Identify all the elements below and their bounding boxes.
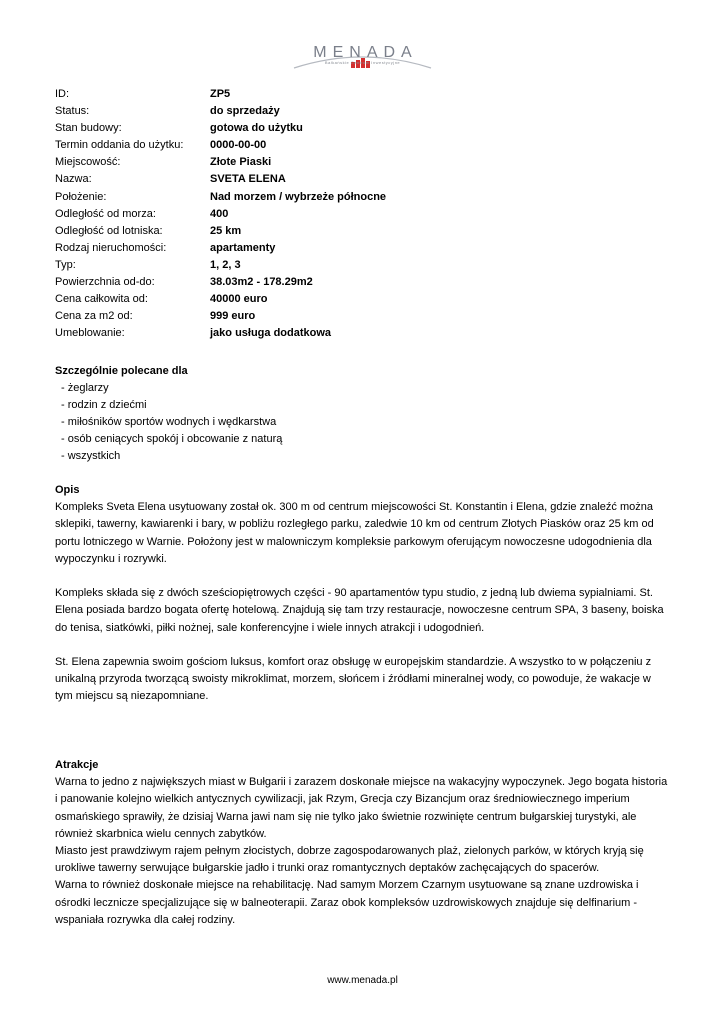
info-label: Cena całkowita od: <box>55 293 148 306</box>
info-label: Miejscowość: <box>55 156 121 169</box>
info-row <box>55 274 386 291</box>
info-row <box>55 206 386 223</box>
footer-url[interactable]: www.menada.pl <box>327 975 398 986</box>
description-paragraph: Kompleks składa się z dwóch sześciopiętrowych części - 90 apartamentów typu studio, z jedną lub dwiema sypialniami. St. Elena posiada bardzo bogata ofertę hotelową. Znajdują się tam trzy restauracje, nowoczesne centrum SPA, 3 baseny, boiska do tenisa, siatkówki, piłki nożnej, sale konferencyjne i wiele innych atrakcji i udogodnień. <box>55 587 664 634</box>
recommended-list <box>55 380 282 465</box>
info-label: ID: <box>55 88 70 100</box>
info-row <box>55 240 386 257</box>
info-value: 999 euro <box>210 310 256 323</box>
info-label: Status: <box>55 105 90 118</box>
info-value: Złote Piaski <box>210 156 272 169</box>
info-row <box>55 171 386 188</box>
description-paragraph: St. Elena zapewnia swoim gościom luksus, komfort oraz obsługę w europejskim standardzie. A wszystko to w połączeniu z unikalną przyroda tworzącą swoisty mikroklimat, morzem, słońcem i źródłami mineralnej wody, co powoduje, że wakacje w tym miejscu są niezapomniane. <box>55 656 652 703</box>
attractions-paragraph: Warna to jedno z największych miast w Bułgarii i zarazem doskonałe miejsce na wakacyjny wypoczynek. Jego bogata historia i panowanie kolejno wielkich antycznych cywilizacji, jak Rzym, Grecja czy Bizancjum oraz średniowiecznego imperium osmańskiego sprawiły, że dzisiaj Warna jawi nam się nie tylko jako świetnie rozwinięte centrum bułgarskiej turystyki, ale również skarbnica wielu cennych zabytków. <box>55 776 668 840</box>
recommended-item: - miłośników sportów wodnych i wędkarstwa <box>61 416 277 428</box>
recommended-section <box>55 363 282 465</box>
info-row <box>55 137 386 154</box>
attractions-paragraph: Miasto jest prawdziwym rajem pełnym złocistych, dobrze zagospodarowanych plaż, zielonych parków, w których kryją się urokliwe tawerny serwujące bułgarskie jadło i trunki oraz romantycznych deptaków zachęcających do spacerów. <box>55 845 644 875</box>
description-paragraph: Kompleks Sveta Elena usytuowany został ok. 300 m od centrum miejscowości St. Konstantin i Elena, gdzie znaleźć można sklepiki, tawerny, kawiarenki i bary, w pobliżu rozległego parku, zaledwie 10 km od centrum Złotych Piasków oraz 25 km od portu lotniczego w Warnie. Położony jest w malowniczym kompleksie parkowym oferującym nowoczesne udogodnienia dla wypoczynku i rozrywki. <box>55 501 654 565</box>
info-value: ZP5 <box>210 88 231 100</box>
info-row <box>55 223 386 240</box>
recommended-item: - żeglarzy <box>61 382 109 394</box>
logo-name: MENADA <box>313 44 418 61</box>
info-row <box>55 189 386 206</box>
recommended-item: - wszystkich <box>61 450 121 462</box>
info-value: 25 km <box>210 224 242 237</box>
recommended-item: - rodzin z dziećmi <box>61 399 147 411</box>
description-section <box>55 482 670 706</box>
info-label: Rodzaj nieruchomości: <box>55 241 167 254</box>
info-value: Nad morzem / wybrzeże północne <box>210 190 387 203</box>
info-label: Nazwa: <box>55 173 92 186</box>
info-row <box>55 257 386 274</box>
info-label: Stan budowy: <box>55 122 122 135</box>
recommended-item: - osób ceniących spokój i obcowanie z naturą <box>61 433 283 445</box>
info-row <box>55 291 386 308</box>
logo-subtitle: Bałkańskie Centrum Inwestycyjne <box>324 60 401 65</box>
info-value: 1, 2, 3 <box>210 258 241 271</box>
attractions-section <box>55 757 670 929</box>
info-row <box>55 103 386 120</box>
info-value: 38.03m2 - 178.29m2 <box>210 276 313 289</box>
info-label: Termin oddania do użytku: <box>55 139 184 152</box>
info-label: Typ: <box>55 258 76 271</box>
property-info-table <box>55 86 386 342</box>
info-label: Odległość od lotniska: <box>55 224 163 237</box>
attractions-paragraph: Warna to również doskonałe miejsce na rehabilitację. Nad samym Morzem Czarnym usytuowane są znane uzdrowiska i ośrodki lecznicze specjalizujące się w balneoterapii. Zaraz obok kompleksów uzdrowiskowych znajduje się delfinarium - wspaniała rozrywka dla całej rodziny. <box>55 879 639 926</box>
info-value: SVETA ELENA <box>210 173 286 186</box>
description-title: Opis <box>55 484 80 496</box>
info-value: do sprzedaży <box>210 105 280 118</box>
info-value: 0000-00-00 <box>210 139 267 152</box>
info-label: Cena za m2 od: <box>55 310 133 323</box>
attractions-title: Atrakcje <box>55 759 99 771</box>
info-label: Powierzchnia od-do: <box>55 276 155 289</box>
info-row <box>55 308 386 325</box>
info-value: 40000 euro <box>210 293 268 306</box>
info-label: Położenie: <box>55 190 107 203</box>
info-value: apartamenty <box>210 241 276 254</box>
info-label: Umeblowanie: <box>55 327 125 340</box>
info-row <box>55 325 386 342</box>
info-value: gotowa do użytku <box>210 122 303 135</box>
info-value: jako usługa dodatkowa <box>210 327 332 340</box>
recommended-title: Szczególnie polecane dla <box>55 365 188 377</box>
info-value: 400 <box>210 207 229 220</box>
info-row <box>55 154 386 171</box>
info-label: Odległość od morza: <box>55 207 156 220</box>
info-row <box>55 120 386 137</box>
info-row <box>55 86 386 103</box>
